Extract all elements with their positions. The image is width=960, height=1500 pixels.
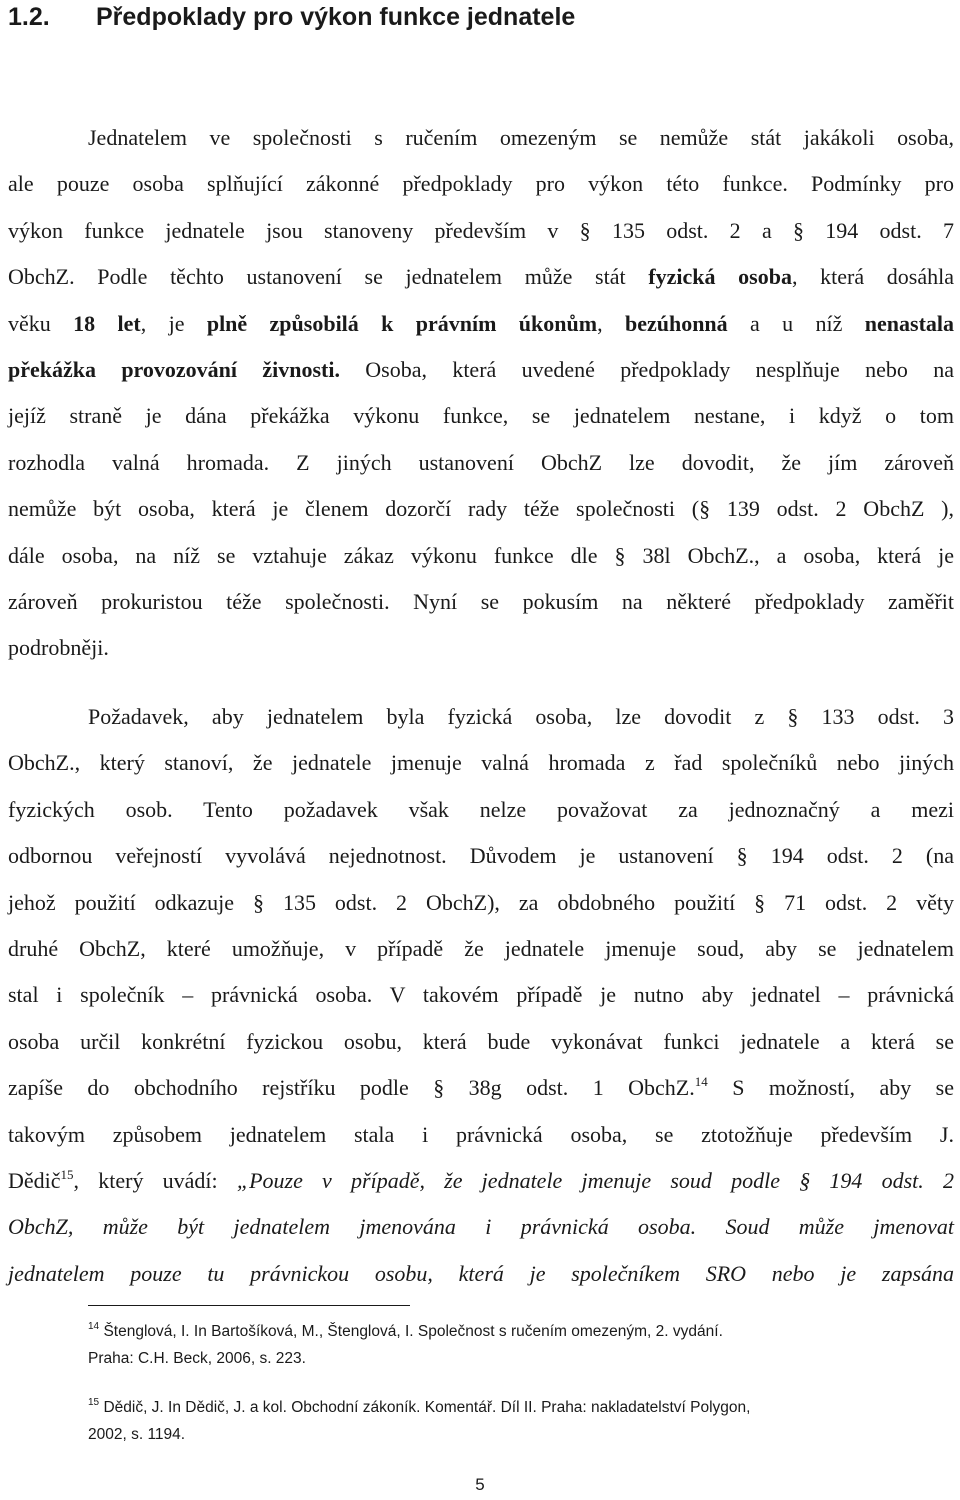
text-line <box>8 1258 954 1290</box>
text-run: , který uvádí: <box>73 1168 237 1193</box>
text-line <box>88 701 954 733</box>
text-run: bezúhonná <box>624 310 728 336</box>
text-run: výkon funkce jednatele jsou stanoveny především v § 135 odst. 2 a § 194 odst. 7 <box>8 217 954 243</box>
text-run: plně způsobilá k právním úkonům <box>206 310 598 336</box>
text-run: ObchZ, může být jednatelem jmenována i právnická osoba. Soud může jmenovat <box>8 1214 954 1240</box>
text-line <box>8 840 954 872</box>
footnote-number: 14 <box>88 1321 100 1332</box>
footnote-text: Dědič, J. In Dědič, J. a kol. Obchodní zákoník. Komentář. Díl II. Praha: nakladatelství Polygon, <box>103 1399 751 1416</box>
text-line <box>8 586 954 618</box>
footnote-text: Štenglová, I. In Bartošíková, M., Štenglová, I. Společnost s ručením omezeným, 2. vydání. <box>103 1323 723 1340</box>
text-line <box>8 1026 954 1058</box>
text-run: stal i společník – právnická osoba. V takovém případě je nutno aby jednatel – právnická <box>8 982 954 1008</box>
footnote-ref: 15 <box>60 1167 74 1182</box>
text-run: 18 let <box>73 310 141 336</box>
text-run: odbornou veřejností vyvolává nejednotnost. Důvodem je ustanovení § 194 odst. 2 (na <box>8 843 954 869</box>
text-line <box>8 887 954 919</box>
footnote-line <box>88 1423 948 1447</box>
text-run: fyzická osoba <box>648 264 792 290</box>
text-line <box>8 215 954 247</box>
text-line <box>8 168 954 200</box>
text-run: druhé ObchZ, které umožňuje, v případě že jednatele jmenuje soud, aby se jednatelem <box>8 936 954 961</box>
text-run: , <box>597 310 625 336</box>
text-run: ObchZ. Podle těchto ustanovení se jednatelem může stát <box>8 264 649 290</box>
footnote-text: Praha: C.H. Beck, 2006, s. 223. <box>88 1350 306 1367</box>
text-line <box>8 1119 954 1151</box>
text-run: nemůže být osoba, která je členem dozorčí rady téže společnosti (§ 139 odst. 2 ObchZ ), <box>8 496 954 522</box>
text-line <box>8 261 954 293</box>
text-run: Jednatelem ve společnosti s ručením omezeným se nemůže stát jakákoli osoba, <box>88 125 954 150</box>
text-line <box>8 447 954 479</box>
text-line <box>8 400 954 432</box>
text-run: fyzických osob. Tento požadavek však nelze považovat za jednoznačný a mezi <box>8 796 954 822</box>
text-run: nenastala <box>864 310 955 336</box>
text-run: jejíž straně je dána překážka výkonu funkce, se jednatelem nestane, i když o tom <box>8 403 954 429</box>
section-number: 1.2. <box>8 3 50 31</box>
section-title: Předpoklady pro výkon funkce jednatele <box>96 3 576 31</box>
text-run: zapíše do obchodního rejstříku podle § 38g odst. 1 ObchZ. <box>8 1075 695 1101</box>
text-run: a u níž <box>727 310 865 336</box>
text-line <box>8 1165 954 1197</box>
text-line <box>8 540 954 572</box>
text-run: zároveň prokuristou téže společnosti. Nyní se pokusím na některé předpoklady zaměřit <box>8 589 954 614</box>
text-line <box>8 1072 954 1104</box>
text-line <box>8 632 954 664</box>
text-line <box>8 979 954 1011</box>
text-run: ObchZ., který stanoví, že jednatele jmenuje valná hromada z řad společníků nebo jiných <box>8 750 954 776</box>
text-run: věku <box>8 310 74 336</box>
text-run: Dědič <box>8 1168 61 1193</box>
text-run: Osoba, která uvedené předpoklady nesplňuje nebo na <box>339 357 954 382</box>
text-run: ale pouze osoba splňující zákonné předpoklady pro výkon této funkce. Podmínky pro <box>8 171 954 197</box>
footnote-ref: 14 <box>694 1074 708 1090</box>
text-run: Požadavek, aby jednatelem byla fyzická osoba, lze dovodit z § 133 odst. 3 <box>88 704 954 729</box>
footnote-separator <box>88 1305 410 1306</box>
text-run: jehož použití odkazuje § 135 odst. 2 ObchZ), za obdobného použití § 71 odst. 2 věty <box>8 889 954 915</box>
page-number: 5 <box>475 1475 485 1494</box>
footnote-text: 2002, s. 1194. <box>88 1426 186 1443</box>
section-heading <box>8 0 575 34</box>
footnote-line <box>88 1396 948 1420</box>
text-run: „Pouze v případě, že jednatele jmenuje soud podle § 194 odst. 2 <box>236 1168 954 1193</box>
text-line <box>8 308 954 340</box>
text-run: jednatelem pouze tu právnickou osobu, která je společníkem SRO nebo je zapsána <box>8 1260 954 1286</box>
text-run: dále osoba, na níž se vztahuje zákaz výkonu funkce dle § 38l ObchZ., a osoba, která je <box>8 542 954 568</box>
text-line <box>8 493 954 525</box>
text-run: takovým způsobem jednatelem stala i právnická osoba, se ztotožňuje především J. <box>8 1121 954 1147</box>
text-line <box>8 354 954 386</box>
footnote-line <box>88 1320 948 1344</box>
text-line <box>8 933 954 965</box>
text-run: překážka provozování živnosti. <box>8 357 340 382</box>
text-run: osoba určil konkrétní fyzickou osobu, která bude vykonávat funkci jednatele a která se <box>8 1028 954 1054</box>
text-run: , je <box>140 310 207 336</box>
footnote-line <box>88 1347 948 1371</box>
text-line <box>88 122 954 154</box>
text-run: podrobněji. <box>8 635 109 661</box>
text-run: rozhodla valná hromada. Z jiných ustanovení ObchZ lze dovodit, že jím zároveň <box>8 449 954 475</box>
text-line <box>8 1211 954 1243</box>
footnote-number: 15 <box>88 1397 100 1408</box>
text-run: , která dosáhla <box>791 264 954 290</box>
text-run: S možností, aby se <box>707 1075 954 1101</box>
text-line <box>8 747 954 779</box>
text-line <box>8 794 954 826</box>
